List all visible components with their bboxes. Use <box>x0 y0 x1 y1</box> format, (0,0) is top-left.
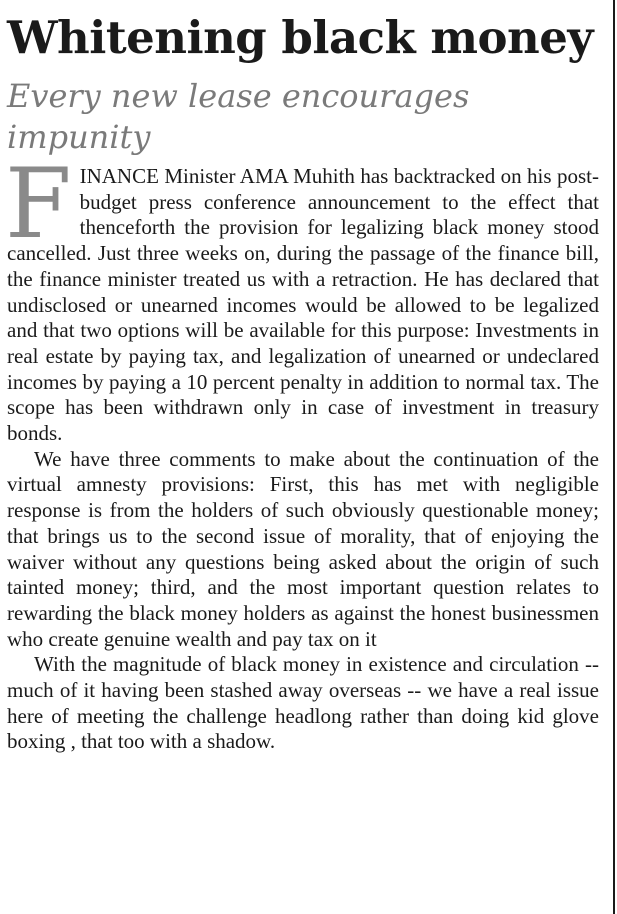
drop-cap: F <box>5 148 72 260</box>
paragraph-3: With the magnitude of black money in existence and circulation -- much of it having been stashed away overseas -- we have a real issue here of meeting the challenge headlong rather than doing kid glove boxing , that too with a shadow. <box>7 652 599 754</box>
column-rule <box>613 0 615 914</box>
paragraph-1-text: INANCE Minister AMA Muhith has backtracked on his post-budget press conference announcement to the effect that thenceforth the provision for legalizing black money stood cancelled. Just three weeks on, during the passage of the finance bill, the finance minister treated us with a retraction. He has declared that undisclosed or unearned incomes would be allowed to be legalized and that two options will be available for this purpose: Investments in real estate by paying tax, and legalization of unearned or undeclared incomes by paying a 10 percent penalty in addition to normal tax. The scope has been withdrawn only in case of investment in treasury bonds. <box>7 164 599 446</box>
headline: Whitening black money <box>7 11 594 64</box>
paragraph-1 <box>5 148 599 447</box>
editorial-article <box>7 8 599 755</box>
subheadline: Every new lease encourages impunity <box>7 77 470 156</box>
article-body <box>5 148 599 755</box>
paragraph-2: We have three comments to make about the continuation of the virtual amnesty provisions: First, this has met with negligible response is from the holders of such obviously questionable money; that brings us to the second issue of morality, that of enjoying the waiver without any questions being asked about the origin of such tainted money; third, and the most important question relates to rewarding the black money holders as against the honest businessmen who create genuine wealth and pay tax on it <box>7 446 599 651</box>
